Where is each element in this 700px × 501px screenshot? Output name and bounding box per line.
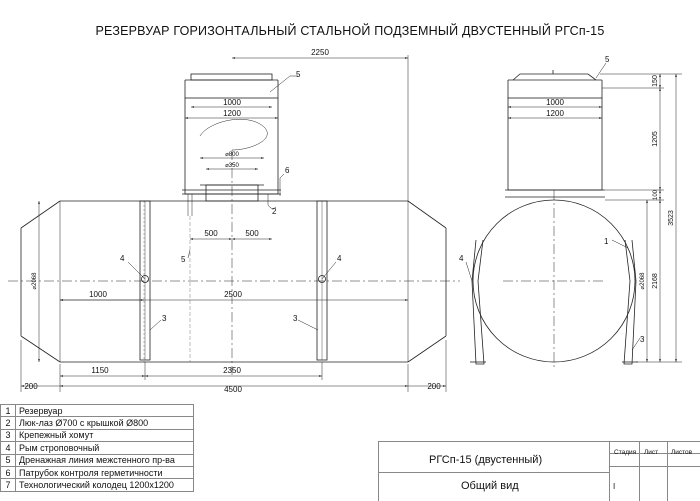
stage-header: Стадия [614, 449, 637, 456]
part-name: Патрубок контроля герметичности [16, 466, 194, 478]
parts-row [1, 454, 194, 466]
dim-side-1000: 1000 [546, 98, 564, 107]
part-name: Дренажная линия межстенного пр-ва [16, 454, 194, 466]
dim-200-right: 200 [427, 382, 441, 391]
title-block [378, 441, 700, 501]
dim-d2068-front: ⌀2068 [32, 272, 38, 290]
sheet-header: Лист [644, 449, 659, 456]
dim-2250: 2250 [311, 48, 329, 57]
parts-row [1, 442, 194, 454]
tank-body-front [21, 201, 446, 362]
part-number: 6 [1, 466, 16, 478]
dim-1150: 1150 [91, 366, 109, 375]
dim-2500: 2500 [224, 290, 242, 299]
dim-3523: 3523 [668, 210, 675, 226]
dim-side-1200: 1200 [546, 109, 564, 118]
parts-list [0, 404, 194, 492]
callout-5-mid: 5 [181, 255, 186, 264]
dim-1205: 1205 [652, 131, 659, 147]
dim-150: 150 [652, 75, 659, 87]
dim-side-d2068: ⌀2068 [640, 272, 646, 290]
part-name: Рым строповочный [16, 442, 194, 454]
callout-1: 1 [604, 237, 609, 246]
callout-3-right: 3 [293, 314, 298, 323]
callout-4-side: 4 [459, 254, 464, 263]
dim-100: 100 [653, 189, 659, 201]
designation: РГСп-15 (двустенный) [429, 454, 543, 466]
dim-hatch-1200: 1200 [223, 109, 241, 118]
callout-3-side: 3 [640, 335, 645, 344]
parts-row [1, 479, 194, 491]
callout-2: 2 [272, 207, 277, 216]
parts-row [1, 466, 194, 478]
part-number: 2 [1, 417, 16, 429]
dim-2350: 2350 [223, 366, 241, 375]
dim-d800: ⌀800 [225, 152, 239, 158]
sheet-value: I [613, 482, 616, 491]
dim-500-left: 500 [204, 229, 218, 238]
dim-hatch-1000: 1000 [223, 98, 241, 107]
sheets-header: Листов [671, 449, 693, 456]
parts-row [1, 429, 194, 441]
parts-row [1, 417, 194, 429]
part-name: Резервуар [16, 405, 194, 417]
view-name: Общий вид [461, 480, 519, 492]
callout-4-right: 4 [337, 254, 342, 263]
callout-3-left: 3 [162, 314, 167, 323]
callout-5-top: 5 [296, 70, 301, 79]
dim-2168: 2168 [652, 273, 659, 289]
tech-well-front [182, 74, 281, 216]
dim-1000: 1000 [89, 290, 107, 299]
dim-d350: ⌀350 [225, 163, 239, 169]
part-name: Люк-лаз Ø700 с крышкой Ø800 [16, 417, 194, 429]
part-number: 7 [1, 479, 16, 491]
callout-4-left: 4 [120, 254, 125, 263]
part-number: 4 [1, 442, 16, 454]
drawing-title: РЕЗЕРВУАР ГОРИЗОНТАЛЬНЫЙ СТАЛЬНОЙ ПОДЗЕМНЫЙ ДВУСТЕННЫЙ РГСп-15 [95, 24, 605, 38]
part-name: Технологический колодец 1200х1200 [16, 479, 194, 491]
part-number: 3 [1, 429, 16, 441]
callout-5-side: 5 [605, 55, 610, 64]
callout-6: 6 [285, 166, 290, 175]
part-number: 1 [1, 405, 16, 417]
dim-500-right: 500 [245, 229, 259, 238]
part-number: 5 [1, 454, 16, 466]
part-name: Крепежный хомут [16, 429, 194, 441]
parts-row [1, 405, 194, 417]
dim-200-left: 200 [24, 382, 38, 391]
dim-4500: 4500 [224, 385, 242, 394]
